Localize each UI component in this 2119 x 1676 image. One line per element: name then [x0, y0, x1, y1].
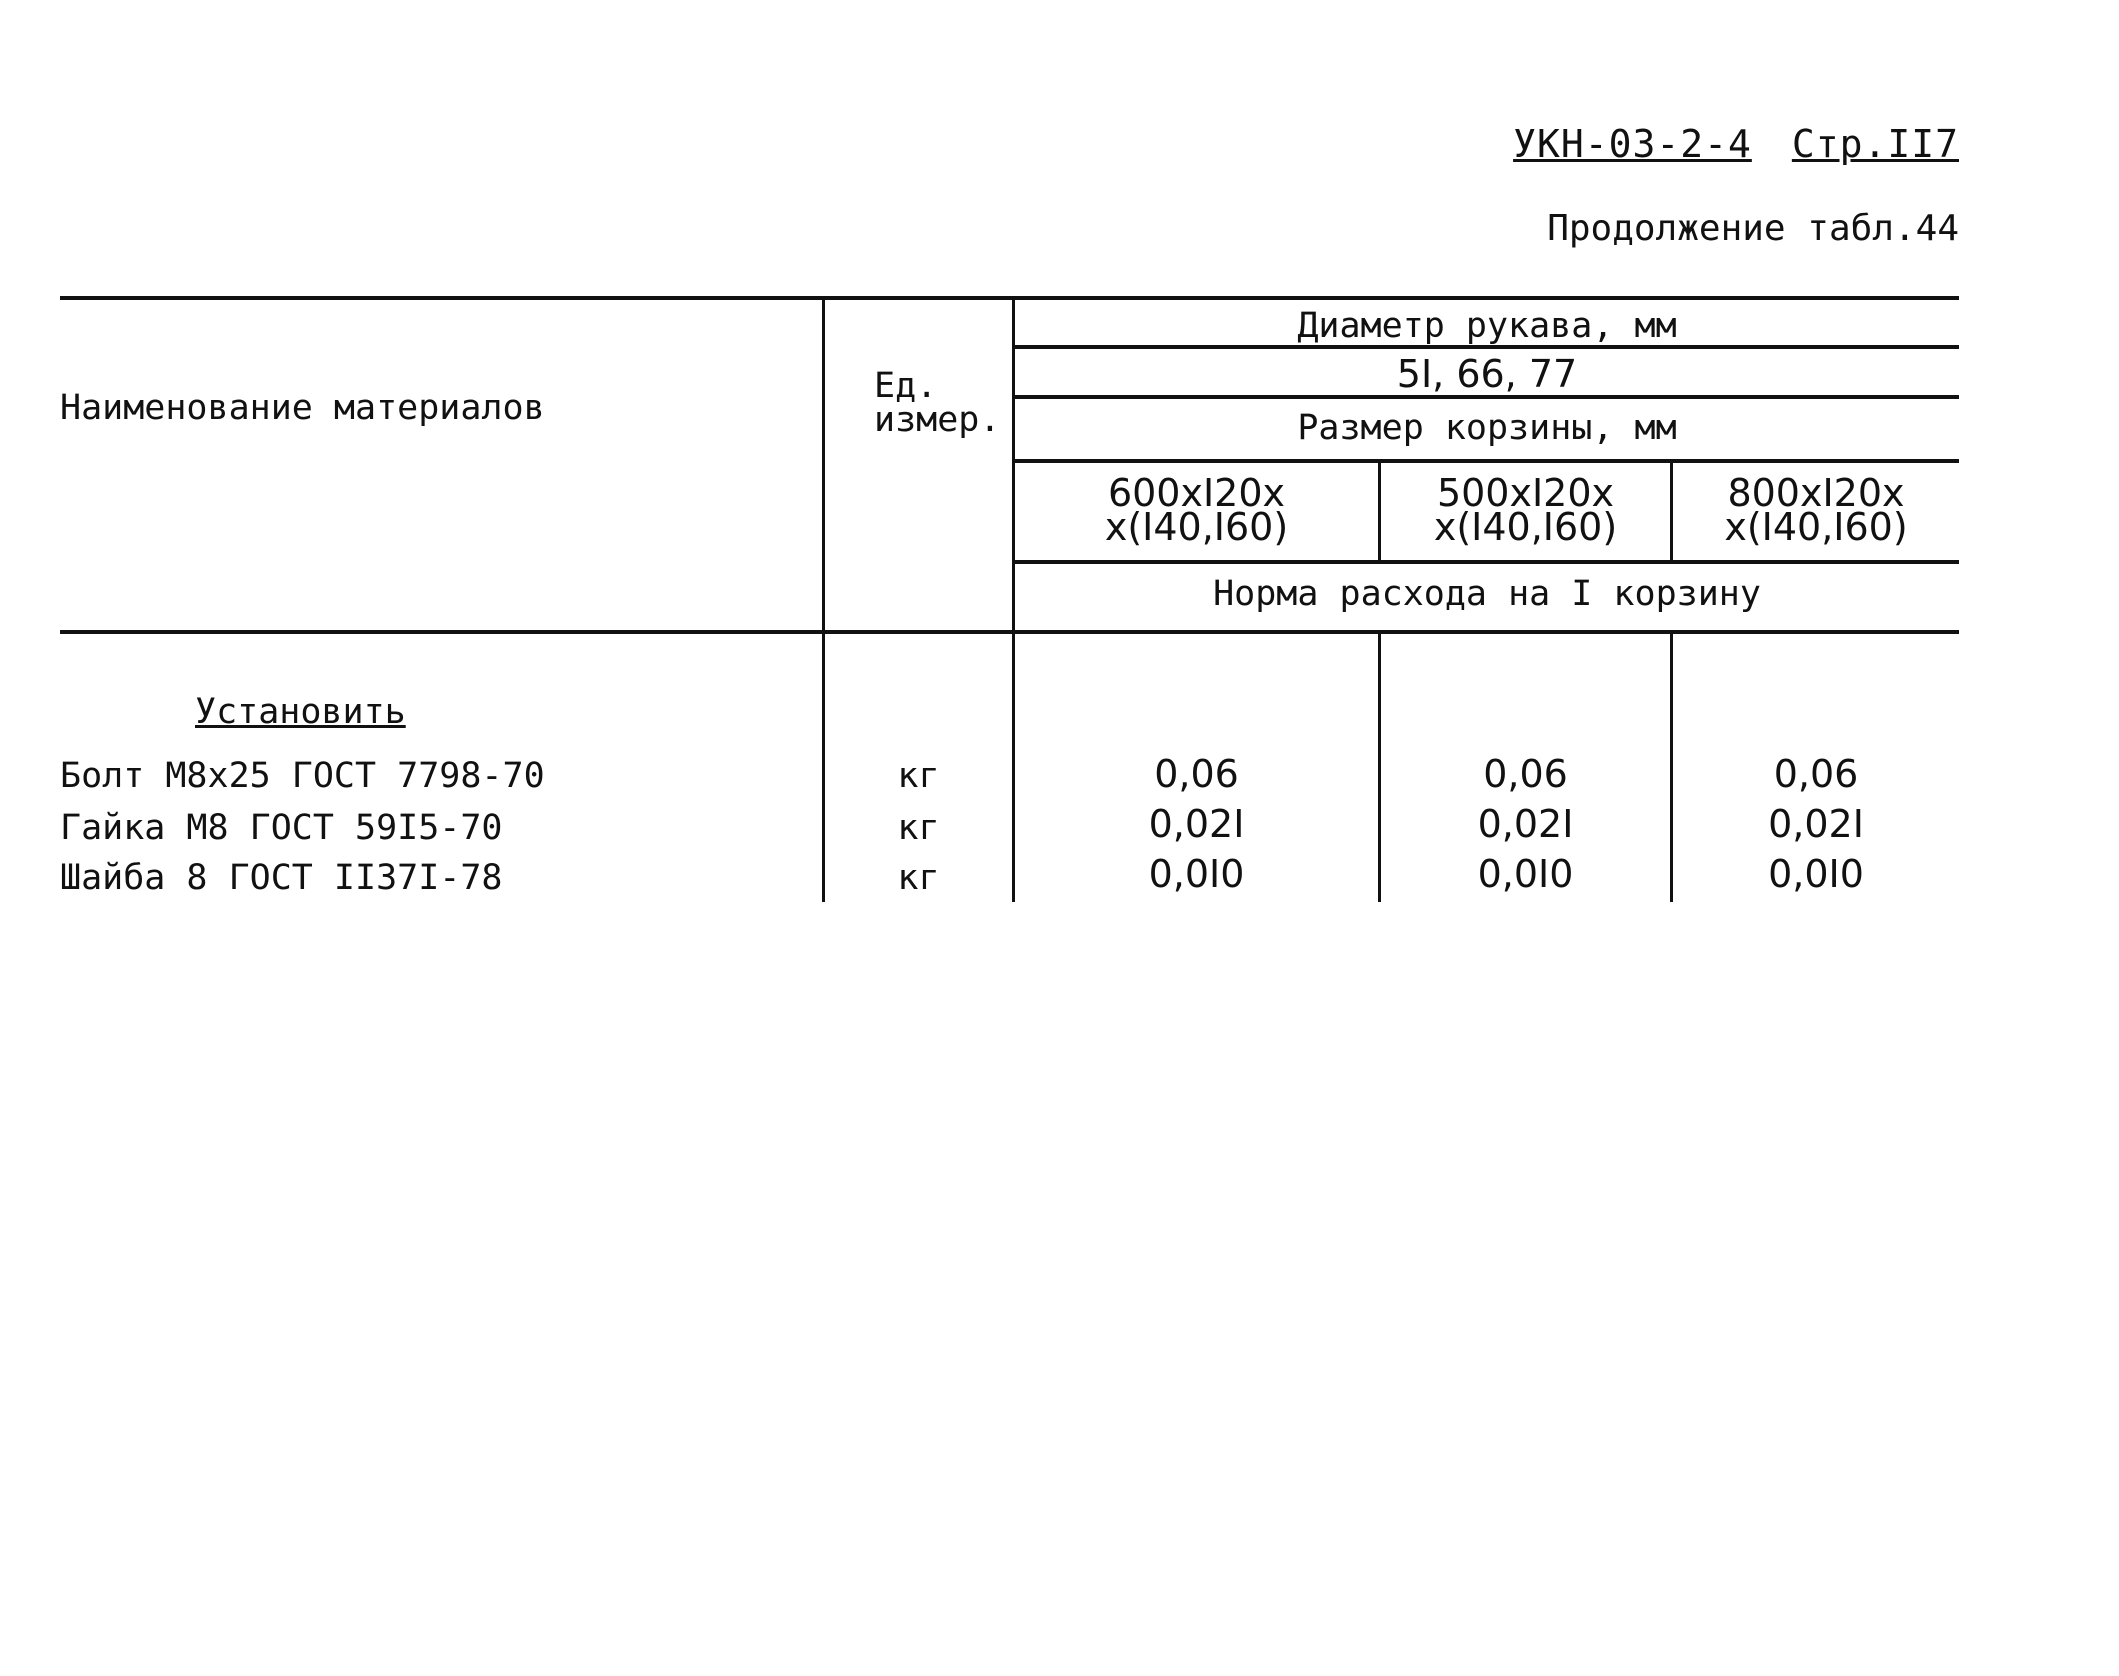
- row-1-value-3: 0,06: [1773, 752, 1859, 796]
- section-title: Установить: [195, 692, 406, 732]
- row-1-value-2: 0,06: [1483, 752, 1568, 796]
- row-2-unit: кг: [897, 808, 940, 848]
- row-1-value-1: 0,06: [1154, 752, 1239, 796]
- size-col-1-line1: 600xI20x: [1107, 471, 1286, 515]
- diameter-header: Диаметр рукава, мм: [1297, 306, 1677, 346]
- row-2-value-2: 0,02I: [1477, 802, 1574, 846]
- row-3-value-2: 0,0I0: [1477, 852, 1574, 896]
- size-col-3-line1: 800xI20x: [1727, 471, 1905, 515]
- row-3-name: Шайба 8 ГОСТ II37I-78: [60, 858, 503, 898]
- diameter-values: 5I, 66, 77: [1396, 352, 1578, 396]
- column-header-unit-line1: Ед.: [874, 366, 938, 406]
- row-3-unit: кг: [897, 858, 940, 898]
- header-bottom-rule: [60, 630, 1959, 634]
- table-top-rule: [60, 296, 1959, 300]
- size-col-3: [1673, 471, 1959, 549]
- doc-code: УКН-03-2-4: [1513, 122, 1752, 166]
- rule-under-sizes: [1012, 560, 1959, 564]
- size-col-3-line2: x(I40,I60): [1724, 505, 1908, 549]
- materials-table: [60, 296, 1959, 902]
- size-col-1-line2: x(I40,I60): [1104, 505, 1289, 549]
- column-header-materials: Наименование материалов: [60, 388, 545, 428]
- table-continuation-label: Продолжение табл.44: [1547, 208, 1959, 249]
- row-2-name: Гайка М8 ГОСТ 59I5-70: [60, 808, 503, 848]
- page-number: Стр.II7: [1791, 122, 1959, 166]
- norm-header: Норма расхода на I корзину: [1213, 574, 1761, 614]
- row-3-value-1: 0,0I0: [1148, 852, 1245, 896]
- row-3-value-3: 0,0I0: [1768, 852, 1864, 896]
- size-col-1: [1015, 471, 1378, 549]
- size-col-2: [1381, 471, 1670, 549]
- row-2-value-3: 0,02I: [1768, 802, 1864, 846]
- row-1-name: Болт М8x25 ГОСТ 7798-70: [60, 756, 545, 796]
- row-2-value-1: 0,02I: [1148, 802, 1245, 846]
- page-header: [1513, 122, 1959, 166]
- basket-size-header: Размер корзины, мм: [1297, 408, 1677, 448]
- size-col-2-line1: 500xI20x: [1436, 471, 1615, 515]
- size-col-2-line2: x(I40,I60): [1433, 505, 1618, 549]
- column-header-unit-line2: измер.: [874, 400, 1001, 440]
- rule-under-basket-header: [1012, 459, 1959, 463]
- row-1-unit: кг: [897, 756, 940, 796]
